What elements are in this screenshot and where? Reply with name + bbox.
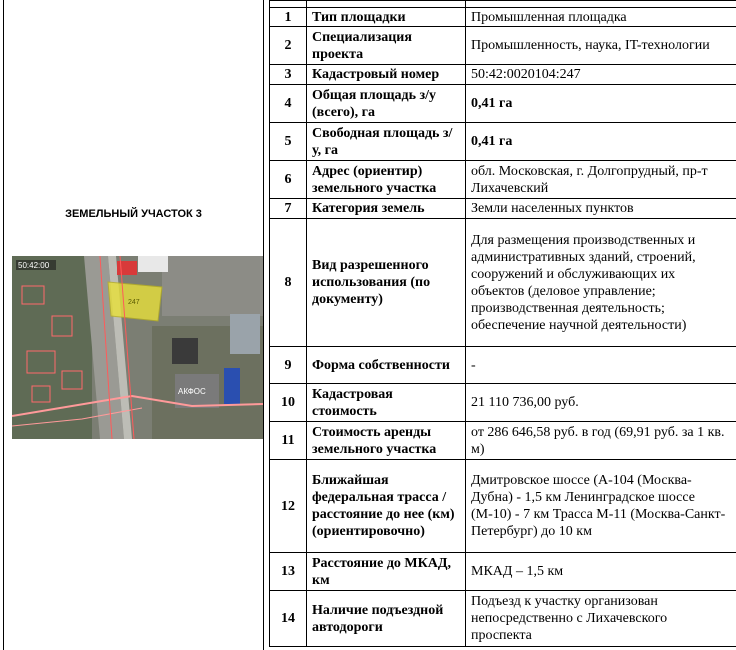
row-number: 2 <box>270 27 307 65</box>
row-number: 12 <box>270 460 307 553</box>
row-value: Дмитровское шоссе (А-104 (Москва-Дубна) - 1,5 км Ленинградское шоссе (М-10) - 7 км Трасса М-11 (Москва-Санкт-Петербург) до 10 км <box>466 460 736 553</box>
cadastral-map <box>12 256 263 439</box>
row-value: 0,41 га <box>466 123 736 161</box>
row-label: Наличие подъездной автодороги <box>307 591 466 647</box>
row-number: 10 <box>270 384 307 422</box>
row-label: Свободная площадь з/у, га <box>307 123 466 161</box>
table-row <box>270 123 736 161</box>
row-value: Подъезд к участку организован непосредственно с Лихачевского проспекта <box>466 591 736 647</box>
plot-cell <box>3 0 264 650</box>
row-value: - <box>466 347 736 384</box>
table-top-spacer <box>270 1 736 8</box>
row-number: 9 <box>270 347 307 384</box>
row-value: обл. Московская, г. Долгопрудный, пр-т Лихачевский <box>466 161 736 199</box>
row-value: 50:42:0020104:247 <box>466 65 736 85</box>
row-number: 1 <box>270 8 307 27</box>
row-label: Специализация проекта <box>307 27 466 65</box>
row-number: 8 <box>270 219 307 347</box>
row-label: Вид разрешенного использования (по документу) <box>307 219 466 347</box>
row-label: Расстояние до МКАД, км <box>307 553 466 591</box>
map-label-parcel: 247 <box>128 299 140 306</box>
table-row <box>270 553 736 591</box>
row-value: 21 110 736,00 руб. <box>466 384 736 422</box>
table-row <box>270 27 736 65</box>
table-row <box>270 384 736 422</box>
table-row <box>270 8 736 27</box>
row-value: 0,41 га <box>466 85 736 123</box>
row-label: Форма собственности <box>307 347 466 384</box>
plot-title: ЗЕМЕЛЬНЫЙ УЧАСТОК 3 <box>65 208 202 220</box>
row-label: Стоимость аренды земельного участка <box>307 422 466 460</box>
row-value: Промышленность, наука, IT-технологии <box>466 27 736 65</box>
properties-table <box>269 0 736 647</box>
table-row <box>270 199 736 219</box>
table-row <box>270 460 736 553</box>
cadastral-map-image <box>12 256 263 439</box>
table-row <box>270 65 736 85</box>
row-label: Адрес (ориентир) земельного участка <box>307 161 466 199</box>
table-row <box>270 422 736 460</box>
row-label: Категория земель <box>307 199 466 219</box>
row-value: Земли населенных пунктов <box>466 199 736 219</box>
row-number: 7 <box>270 199 307 219</box>
row-number: 14 <box>270 591 307 647</box>
map-label-building: АКФОС <box>178 387 206 396</box>
row-value: от 286 646,58 руб. в год (69,91 руб. за 1 кв. м) <box>466 422 736 460</box>
row-label: Кадастровый номер <box>307 65 466 85</box>
row-number: 4 <box>270 85 307 123</box>
row-number: 11 <box>270 422 307 460</box>
row-label: Кадастровая стоимость <box>307 384 466 422</box>
table-row <box>270 85 736 123</box>
table-row <box>270 161 736 199</box>
table-row <box>270 219 736 347</box>
row-label: Тип площадки <box>307 8 466 27</box>
table-row <box>270 591 736 647</box>
row-label: Общая площадь з/у (всего), га <box>307 85 466 123</box>
map-label-corner: 50:42:00 <box>18 261 50 270</box>
row-number: 13 <box>270 553 307 591</box>
row-number: 6 <box>270 161 307 199</box>
row-number: 3 <box>270 65 307 85</box>
row-label: Ближайшая федеральная трасса / расстояние до нее (км) (ориентировочно) <box>307 460 466 553</box>
row-number: 5 <box>270 123 307 161</box>
row-value: Промышленная площадка <box>466 8 736 27</box>
table-row <box>270 347 736 384</box>
row-value: МКАД – 1,5 км <box>466 553 736 591</box>
row-value: Для размещения производственных и административных зданий, строений, сооружений и обслуживающих их объектов (деловое управление; производственная деятельность; обеспечение научной деятельности) <box>466 219 736 347</box>
